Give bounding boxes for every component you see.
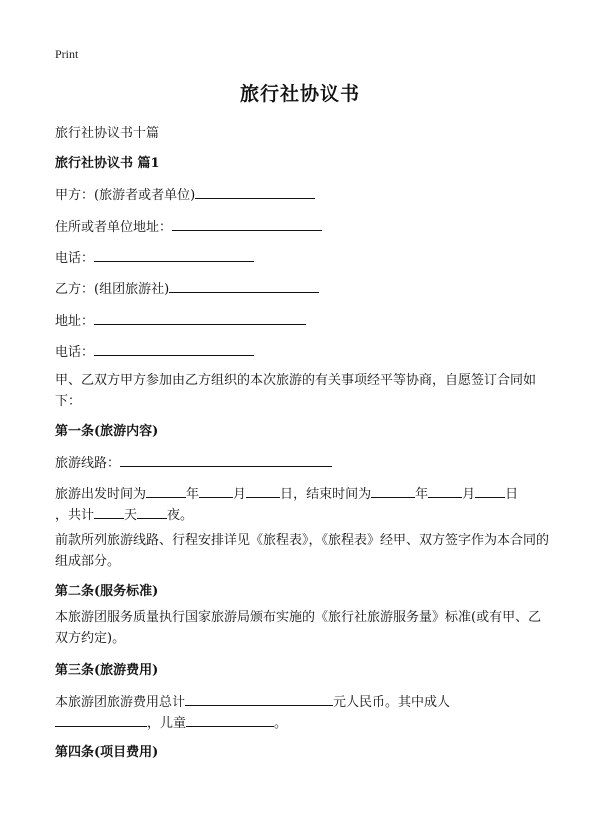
- party-a-label: 甲方：(旅游者或者单位): [55, 188, 196, 203]
- address-b-blank: [94, 312, 306, 325]
- total-days-blank: [94, 506, 124, 519]
- end-label: ，结束时间为: [293, 487, 372, 502]
- end-year-blank: [371, 485, 415, 498]
- party-b-blank: [169, 280, 319, 293]
- phone-a-blank: [94, 249, 254, 262]
- day-unit: 日: [280, 487, 294, 502]
- month-unit-2: 月: [462, 487, 476, 502]
- year-unit: 年: [186, 487, 200, 502]
- intro-paragraph: 甲、乙双方甲方参加由乙方组织的本次旅游的有关事项经平等协商，自愿签订合同如下：: [55, 373, 537, 409]
- party-a-blank: [195, 186, 315, 199]
- section-title: 旅行社协议书 篇1: [55, 156, 160, 171]
- fee-total-blank: [185, 693, 333, 706]
- article-1-heading: 第一条(旅游内容): [55, 424, 159, 439]
- service-paragraph: 本旅游团服务质量执行国家旅游局颁布实施的《旅行社旅游服务量》标准(或有甲、乙双方约定)。: [55, 610, 542, 646]
- schedule-line-1: [55, 483, 518, 502]
- phone-b-label: 电话：: [55, 345, 95, 360]
- total-label: ，共计: [55, 508, 95, 523]
- end-month-blank: [428, 485, 462, 498]
- article-2-heading: 第二条(服务标准): [55, 584, 159, 599]
- departure-month-blank: [199, 485, 233, 498]
- document-subtitle: 旅行社协议书十篇: [55, 126, 160, 141]
- address-a-line: [55, 216, 322, 235]
- fee-line-2: [55, 712, 287, 731]
- fee-mid-label: 元人民币。其中成人: [333, 695, 451, 710]
- month-unit: 月: [233, 487, 247, 502]
- route-line: [55, 452, 332, 471]
- document-title: 旅行社协议书: [239, 83, 360, 105]
- period-mark: 。: [274, 716, 288, 731]
- total-nights-blank: [137, 506, 167, 519]
- address-b-line: [55, 310, 306, 329]
- nights-unit: 夜。: [167, 508, 194, 523]
- address-a-label: 住所或者单位地址：: [55, 220, 173, 235]
- article-3-heading: 第三条(旅游费用): [55, 663, 159, 678]
- address-a-blank: [172, 218, 322, 231]
- year-unit-2: 年: [415, 487, 429, 502]
- departure-year-blank: [146, 485, 186, 498]
- print-link[interactable]: Print: [55, 47, 79, 61]
- departure-day-blank: [246, 485, 280, 498]
- phone-a-label: 电话：: [55, 251, 95, 266]
- party-b-line: [55, 278, 319, 297]
- phone-b-line: [55, 341, 254, 360]
- adult-fee-blank: [55, 714, 147, 727]
- party-a-line: [55, 184, 315, 203]
- route-label: 旅游线路：: [55, 456, 121, 471]
- child-label: ，儿童: [147, 716, 187, 731]
- departure-label: 旅游出发时间为: [55, 487, 147, 502]
- schedule-line-2: [55, 504, 193, 523]
- phone-a-line: [55, 247, 254, 266]
- route-blank: [120, 454, 332, 467]
- days-unit: 天: [124, 508, 138, 523]
- phone-b-blank: [94, 343, 254, 356]
- address-b-label: 地址：: [55, 314, 95, 329]
- fee-line-1: [55, 691, 450, 710]
- fee-label: 本旅游团旅游费用总计: [55, 695, 186, 710]
- article-4-heading: 第四条(项目费用): [55, 745, 159, 760]
- end-day-blank: [475, 485, 505, 498]
- party-b-label: 乙方：(组团旅游社): [55, 282, 170, 297]
- day-unit-2: 日: [505, 487, 519, 502]
- child-fee-blank: [186, 714, 274, 727]
- itinerary-paragraph: 前款所列旅游线路、行程安排详见《旅程表》，《旅程表》经甲、双方签字作为本合同的组成部分。: [55, 533, 550, 569]
